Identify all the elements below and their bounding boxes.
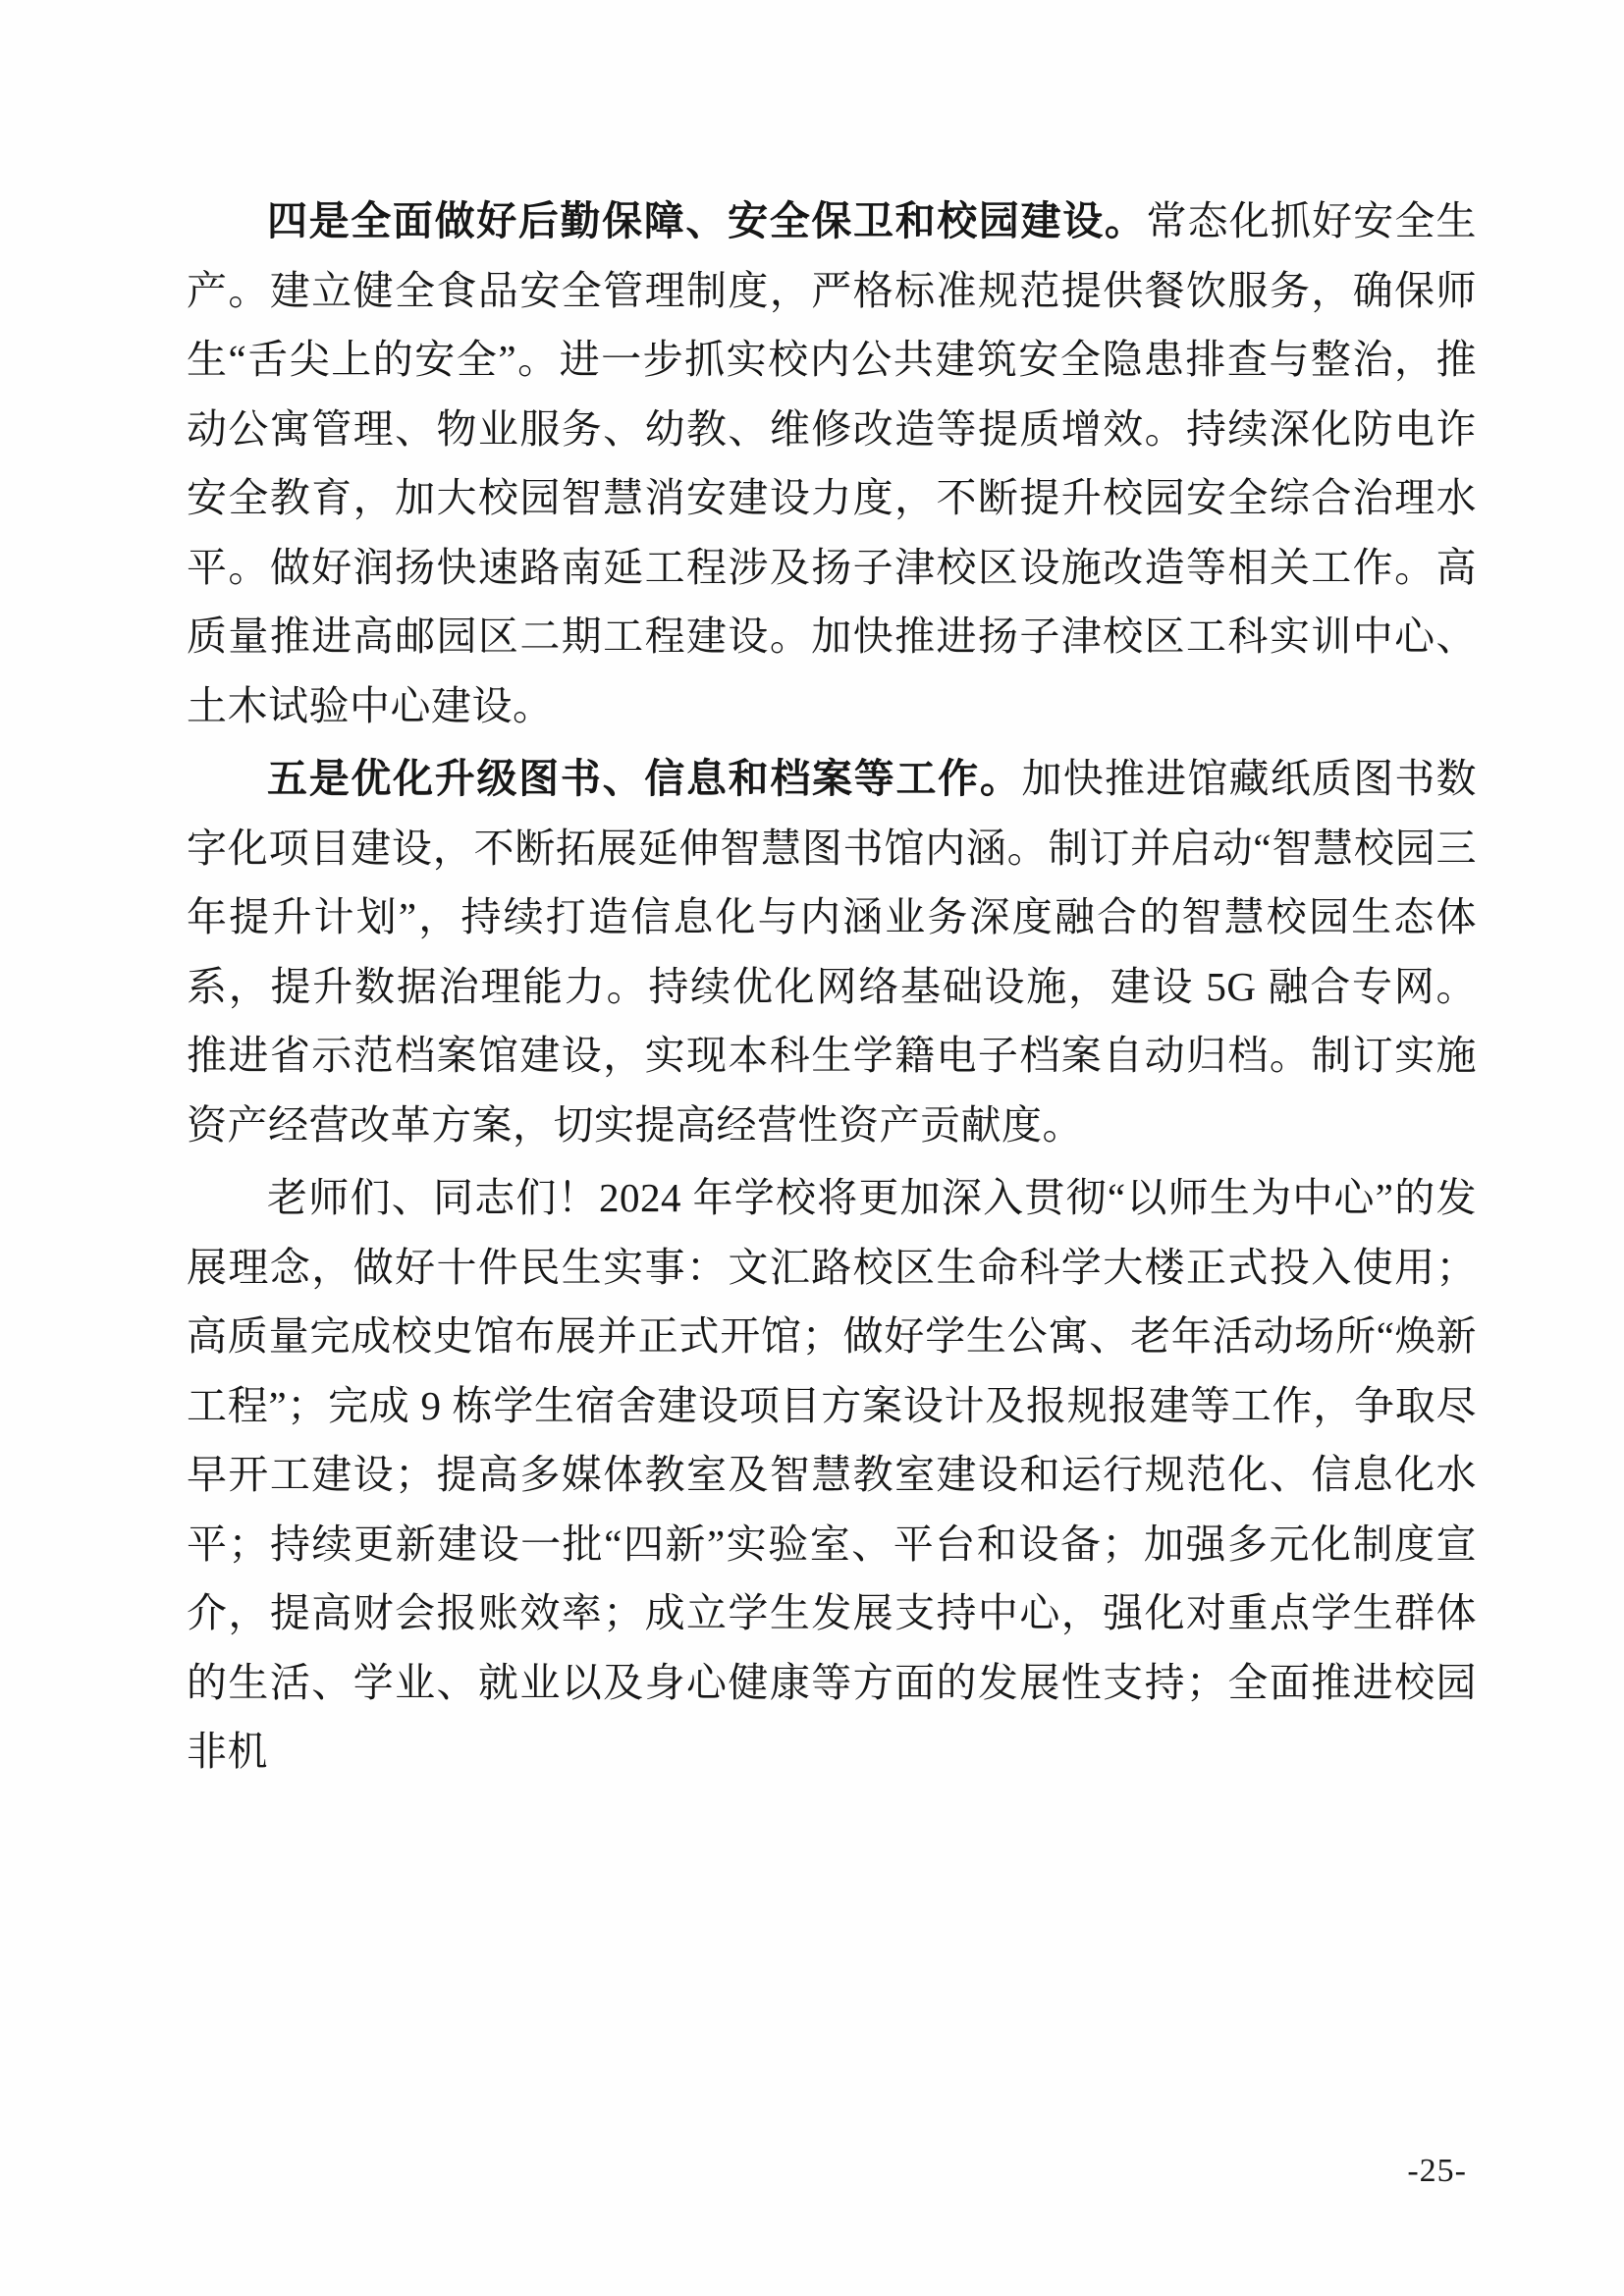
paragraph-five-lead: 五是优化升级图书、信息和档案等工作。 (267, 756, 1022, 802)
paragraph-four (187, 187, 1477, 740)
paragraph-five-text: 加快推进馆藏纸质图书数字化项目建设，不断拓展延伸智慧图书馆内涵。制订并启动“智慧校园三年提升计划”，持续打造信息化与内涵业务深度融合的智慧校园生态体系，提升数据治理能力。持续优化网络基础设施，建设 5G 融合专网。推进省示范档案馆建设，实现本科生学籍电子档案自动归档。制订实施资产经营改革方案，切实提高经营性资产贡献度。 (187, 756, 1478, 1148)
paragraph-four-text: 常态化抓好安全生产。建立健全食品安全管理制度，严格标准规范提供餐饮服务，确保师生“舌尖上的安全”。进一步抓实校内公共建筑安全隐患排查与整治，推动公寓管理、物业服务、幼教、维修改造等提质增效。持续深化防电诈安全教育，加大校园智慧消安建设力度，不断提升校园安全综合治理水平。做好润扬快速路南延工程涉及扬子津校区设施改造等相关工作。高质量推进高邮园区二期工程建设。加快推进扬子津校区工科实训中心、土木试验中心建设。 (187, 198, 1477, 728)
page-body (187, 187, 1477, 1787)
paragraph-closing (187, 1163, 1477, 1787)
paragraph-five (187, 744, 1477, 1159)
page-number: -25- (1407, 2153, 1467, 2189)
paragraph-closing-text: 老师们、同志们！2024 年学校将更加深入贯彻“以师生为中心”的发展理念，做好十件民生实事：文汇路校区生命科学大楼正式投入使用；高质量完成校史馆布展并正式开馆；做好学生公寓、老年活动场所“焕新工程”；完成 9 栋学生宿舍建设项目方案设计及报规报建等工作，争取尽早开工建设；提高多媒体教室及智慧教室建设和运行规范化、信息化水平；持续更新建设一批“四新”实验室、平台和设备；加强多元化制度宣介，提高财会报账效率；成立学生发展支持中心，强化对重点学生群体的生活、学业、就业以及身心健康等方面的发展性支持；全面推进校园非机 (187, 1175, 1477, 1775)
paragraph-four-lead: 四是全面做好后勤保障、安全保卫和校园建设。 (267, 198, 1147, 243)
